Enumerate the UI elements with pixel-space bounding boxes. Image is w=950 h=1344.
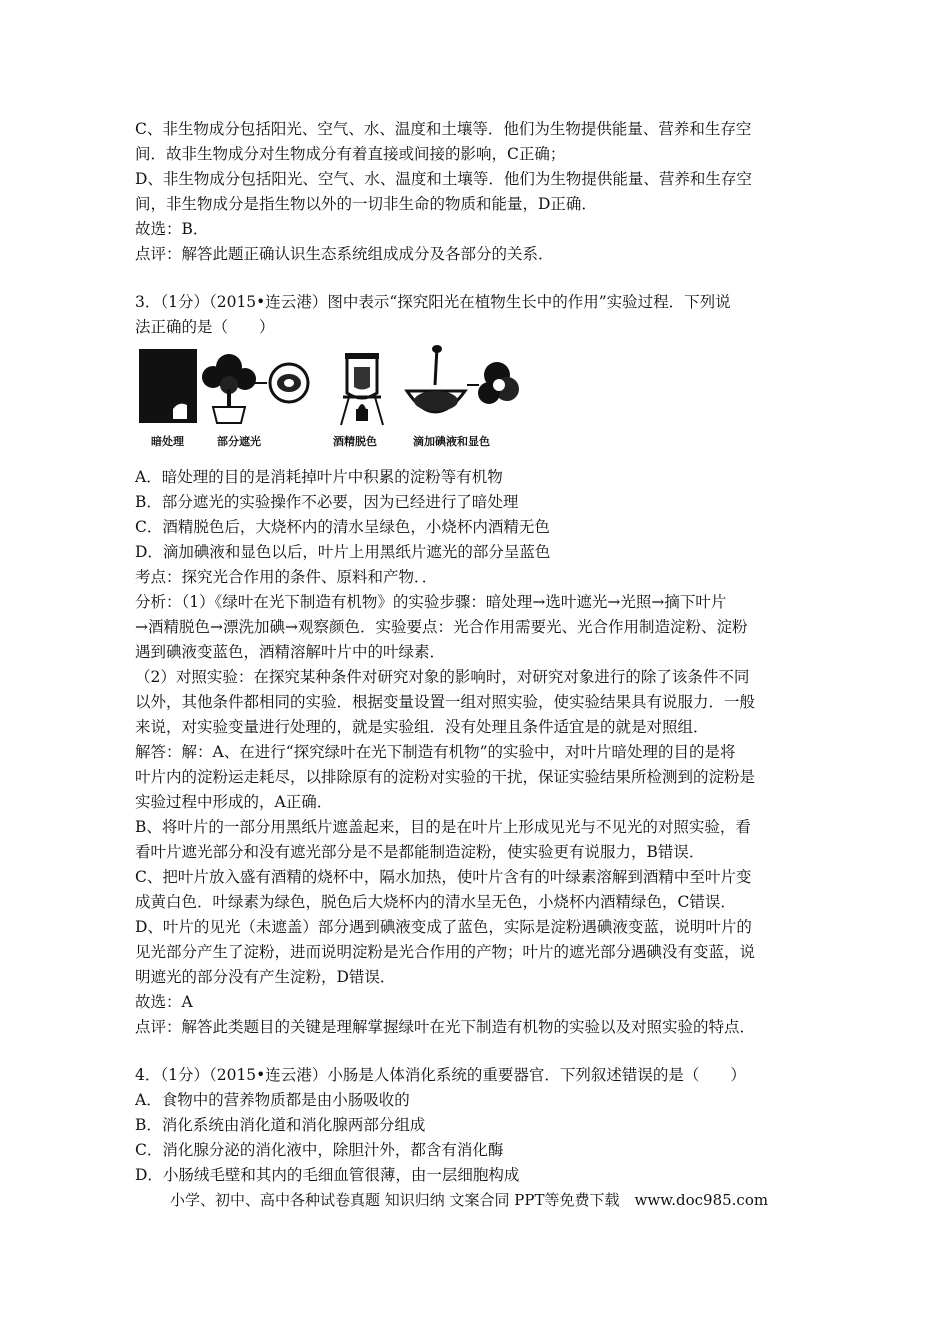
text-line: 见光部分产生了淀粉，进而说明淀粉是光合作用的产物；叶片的遮光部分遇碘没有变蓝，说 bbox=[135, 943, 756, 961]
option-c: C．酒精脱色后，大烧杯内的清水呈绿色，小烧杯内酒精无色 bbox=[135, 518, 550, 536]
text-line: 成黄白色．叶绿素为绿色，脱色后大烧杯内的清水呈无色，小烧杯内酒精绿色，C错误． bbox=[135, 893, 736, 911]
petri-dish-icon bbox=[407, 345, 465, 412]
text-line: 间，非生物成分是指生物以外的一切非生命的物质和能量，D正确． bbox=[135, 195, 597, 213]
page-footer: 小学、初中、高中各种试卷真题 知识归纳 文案合同 PPT等免费下载 www.doc985.com bbox=[170, 1191, 769, 1209]
figure-label-shade: 部分遮光 bbox=[217, 435, 261, 448]
beaker-icon bbox=[341, 353, 383, 425]
previous-answer-section bbox=[135, 117, 815, 267]
question-stem-line: 4．（1分）（2015•连云港）小肠是人体消化系统的重要器官．下列叙述错误的是（ ） bbox=[135, 1066, 746, 1084]
text-line: 以外，其他条件都相同的实验．根据变量设置一组对照实验，使实验结果具有说服力．一般 bbox=[135, 693, 756, 711]
text-line: 看叶片遮光部分和没有遮光部分是不是都能制造淀粉，使实验更有说服力，B错误． bbox=[135, 843, 705, 861]
text-line: 故选：B． bbox=[135, 220, 209, 238]
option-d: D．滴加碘液和显色以后，叶片上用黑纸片遮光的部分呈蓝色 bbox=[135, 543, 551, 561]
text-line: 分析：（1）《绿叶在光下制造有机物》的实验步骤：暗处理→选叶遮光→光照→摘下叶片 bbox=[135, 593, 727, 611]
text-line: 遇到碘液变蓝色，酒精溶解叶片中的叶绿素． bbox=[135, 643, 446, 661]
figure-label-alcohol: 酒精脱色 bbox=[333, 435, 377, 448]
option-c: C．消化腺分泌的消化液中，除胆汁外，都含有消化酶 bbox=[135, 1141, 504, 1159]
text-line: 叶片内的淀粉运走耗尽，以排除原有的淀粉对实验的干扰，保证实验结果所检测到的淀粉是 bbox=[135, 768, 756, 786]
text-line: C、非生物成分包括阳光、空气、水、温度和土壤等．他们为生物提供能量、营养和生存空 bbox=[135, 120, 752, 138]
text-line: D、非生物成分包括阳光、空气、水、温度和土壤等．他们为生物提供能量、营养和生存空 bbox=[135, 170, 752, 188]
text-line: 实验过程中形成的，A正确． bbox=[135, 793, 333, 811]
text-line: →酒精脱色→漂洗加碘→观察颜色．实验要点：光合作用需要光、光合作用制造淀粉、淀粉 bbox=[135, 618, 748, 636]
stained-leaf-icon bbox=[478, 362, 519, 404]
text-line: 故选：A bbox=[135, 993, 193, 1011]
plant-icon bbox=[202, 354, 256, 423]
text-line: 明遮光的部分没有产生淀粉，D错误． bbox=[135, 968, 396, 986]
text-line: 解答：解：A、在进行“探究绿叶在光下制造有机物”的实验中，对叶片暗处理的目的是将 bbox=[135, 743, 736, 761]
text-line: 点评：解答此题正确认识生态系统组成成分及各部分的关系． bbox=[135, 245, 554, 263]
text-line: 考点：探究光合作用的条件、原料和产物．． bbox=[135, 568, 438, 586]
option-d: D．小肠绒毛壁和其内的毛细血管很薄，由一层细胞构成 bbox=[135, 1166, 520, 1184]
question-4 bbox=[135, 1063, 815, 1188]
question-stem-line: 3．（1分）（2015•连云港）图中表示“探究阳光在植物生长中的作用”实验过程．下列说 bbox=[135, 293, 731, 311]
text-line: 点评：解答此类题目的关键是理解掌握绿叶在光下制造有机物的实验以及对照实验的特点． bbox=[135, 1018, 756, 1036]
option-a: A．暗处理的目的是消耗掉叶片中积累的淀粉等有机物 bbox=[135, 468, 503, 486]
option-b: B．消化系统由消化道和消化腺两部分组成 bbox=[135, 1116, 426, 1134]
question-stem-line: 法正确的是（ ） bbox=[135, 318, 275, 336]
figure-label-iodine: 滴加碘液和显色 bbox=[413, 435, 490, 448]
shaded-leaf-icon bbox=[270, 364, 308, 402]
dark-box-icon bbox=[139, 349, 197, 423]
option-b: B．部分遮光的实验操作不必要，因为已经进行了暗处理 bbox=[135, 493, 519, 511]
question-3-stem bbox=[135, 290, 815, 340]
experiment-figure bbox=[137, 345, 522, 453]
figure-label-dark: 暗处理 bbox=[151, 435, 184, 448]
text-line: C、把叶片放入盛有酒精的烧杯中，隔水加热，使叶片含有的叶绿素溶解到酒精中至叶片变 bbox=[135, 868, 752, 886]
text-line: 间．故非生物成分对生物成分有着直接或间接的影响，C正确； bbox=[135, 145, 566, 163]
text-line: B、将叶片的一部分用黑纸片遮盖起来，目的是在叶片上形成见光与不见光的对照实验，看 bbox=[135, 818, 751, 836]
text-line: 来说，对实验变量进行处理的，就是实验组．没有处理且条件适宜是的就是对照组． bbox=[135, 718, 709, 736]
question-3-body bbox=[135, 465, 815, 1040]
option-a: A．食物中的营养物质都是由小肠吸收的 bbox=[135, 1091, 410, 1109]
text-line: D、叶片的见光（未遮盖）部分遇到碘液变成了蓝色，实际是淀粉遇碘液变蓝，说明叶片的 bbox=[135, 918, 752, 936]
text-line: （2）对照实验：在探究某种条件对研究对象的影响时，对研究对象进行的除了该条件不同 bbox=[135, 668, 750, 686]
